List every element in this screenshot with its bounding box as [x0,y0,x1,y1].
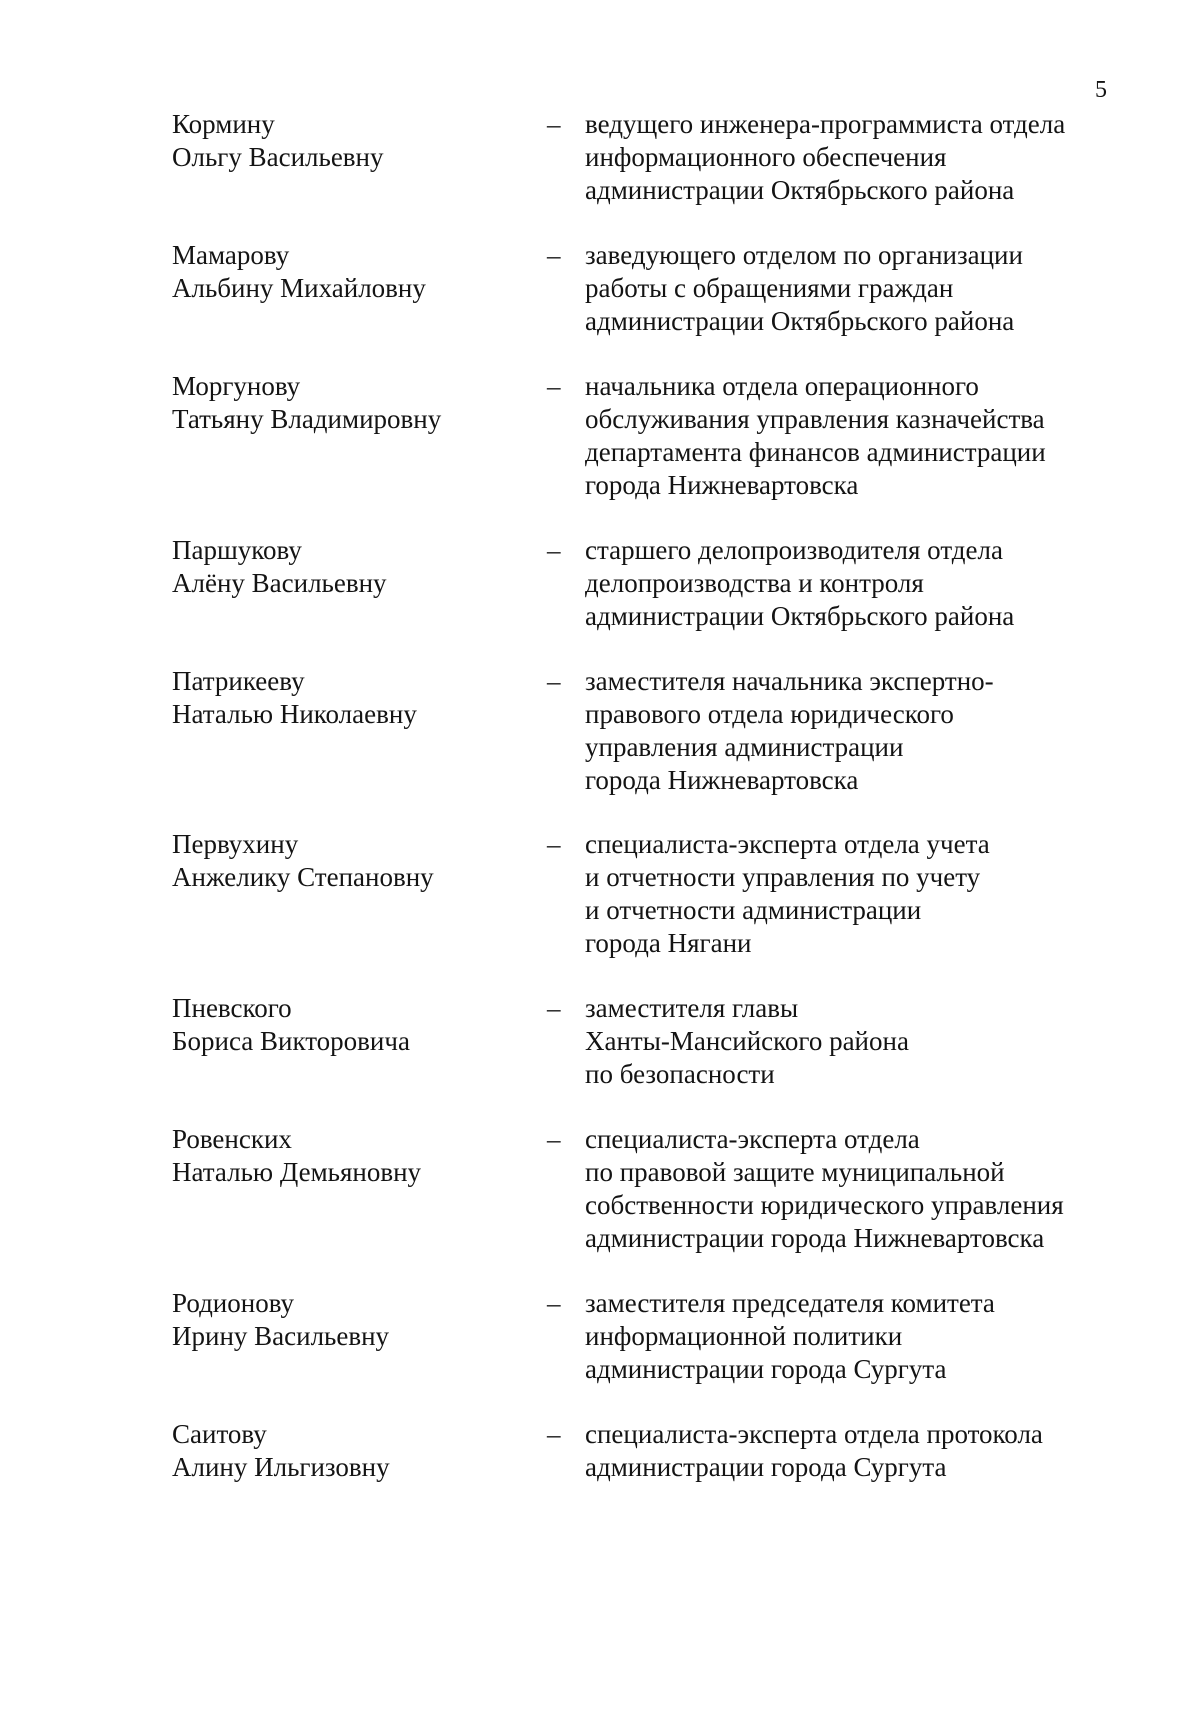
description-line: города Нягани [585,928,752,958]
person-name [172,992,532,1058]
description-line: заведующего отделом по организации [585,240,1023,270]
person-surname: Моргунову [172,371,301,401]
person-name [172,1123,532,1189]
person-surname: Патрикееву [172,666,305,696]
position-description [585,828,1105,960]
person-name [172,239,532,305]
person-given-name: Альбину Михайловну [172,273,426,303]
person-surname: Мамарову [172,240,290,270]
person-given-name: Анжелику Степановну [172,862,434,892]
description-line: информационного обеспечения [585,142,947,172]
list-item [0,239,1200,336]
description-line: ведущего инженера-программиста отдела [585,109,1066,139]
list-item [0,108,1200,205]
description-line: управления администрации [585,732,904,762]
description-line: администрации города Нижневартовска [585,1223,1045,1253]
list-item [0,370,1200,500]
person-surname: Родионову [172,1288,295,1318]
person-name [172,370,532,436]
person-given-name: Наталью Николаевну [172,699,417,729]
description-line: по безопасности [585,1059,775,1089]
page-number: 5 [1095,77,1107,103]
separator-dash: – [547,993,561,1023]
position-description [585,992,1105,1091]
description-line: собственности юридического управления [585,1190,1064,1220]
description-line: Ханты-Мансийского района [585,1026,909,1056]
description-line: администрации Октябрьского района [585,306,1015,336]
person-surname: Кормину [172,109,275,139]
description-line: департамента финансов администрации [585,437,1046,467]
description-line: и отчетности управления по учету [585,862,981,892]
person-name [172,534,532,600]
list-item [0,1123,1200,1253]
person-name [172,108,532,174]
description-line: администрации города Сургута [585,1452,947,1482]
description-line: администрации Октябрьского района [585,175,1015,205]
person-surname: Паршукову [172,535,302,565]
position-description [585,108,1105,207]
person-surname: Ровенских [172,1124,292,1154]
position-description [585,370,1105,502]
description-line: города Нижневартовска [585,470,859,500]
separator-dash: – [547,666,561,696]
person-name [172,1418,532,1484]
person-given-name: Наталью Демьяновну [172,1157,422,1187]
position-description [585,1123,1105,1255]
list-item [0,1418,1200,1482]
description-line: делопроизводства и контроля [585,568,924,598]
person-surname: Пневского [172,993,292,1023]
person-given-name: Ольгу Васильевну [172,142,384,172]
separator-dash: – [547,109,561,139]
description-line: заместителя председателя комитета [585,1288,995,1318]
person-surname: Первухину [172,829,299,859]
position-description [585,1418,1105,1484]
description-line: администрации Октябрьского района [585,601,1015,631]
description-line: старшего делопроизводителя отдела [585,535,1003,565]
position-description [585,665,1105,797]
description-line: обслуживания управления казначейства [585,404,1045,434]
description-line: правового отдела юридического [585,699,954,729]
person-given-name: Бориса Викторовича [172,1026,410,1056]
description-line: работы с обращениями граждан [585,273,954,303]
description-line: специалиста-эксперта отдела учета [585,829,990,859]
separator-dash: – [547,829,561,859]
separator-dash: – [547,240,561,270]
separator-dash: – [547,535,561,565]
description-line: и отчетности администрации [585,895,922,925]
separator-dash: – [547,1288,561,1318]
description-line: по правовой защите муниципальной [585,1157,1005,1187]
list-item [0,534,1200,631]
person-surname: Саитову [172,1419,267,1449]
description-line: заместителя начальника экспертно- [585,666,994,696]
person-given-name: Алину Ильгизовну [172,1452,390,1482]
separator-dash: – [547,371,561,401]
description-line: специалиста-эксперта отдела [585,1124,920,1154]
description-line: специалиста-эксперта отдела протокола [585,1419,1043,1449]
list-item [0,828,1200,958]
person-given-name: Алёну Васильевну [172,568,387,598]
list-item [0,665,1200,795]
description-line: начальника отдела операционного [585,371,979,401]
person-name [172,828,532,894]
separator-dash: – [547,1124,561,1154]
position-description [585,239,1105,338]
person-given-name: Татьяну Владимировну [172,404,442,434]
position-description [585,1287,1105,1386]
description-line: администрации города Сургута [585,1354,947,1384]
separator-dash: – [547,1419,561,1449]
description-line: информационной политики [585,1321,903,1351]
person-name [172,1287,532,1353]
list-item [0,1287,1200,1384]
position-description [585,534,1105,633]
list-item [0,992,1200,1089]
person-name [172,665,532,731]
description-line: заместителя главы [585,993,799,1023]
description-line: города Нижневартовска [585,765,859,795]
person-given-name: Ирину Васильевну [172,1321,390,1351]
